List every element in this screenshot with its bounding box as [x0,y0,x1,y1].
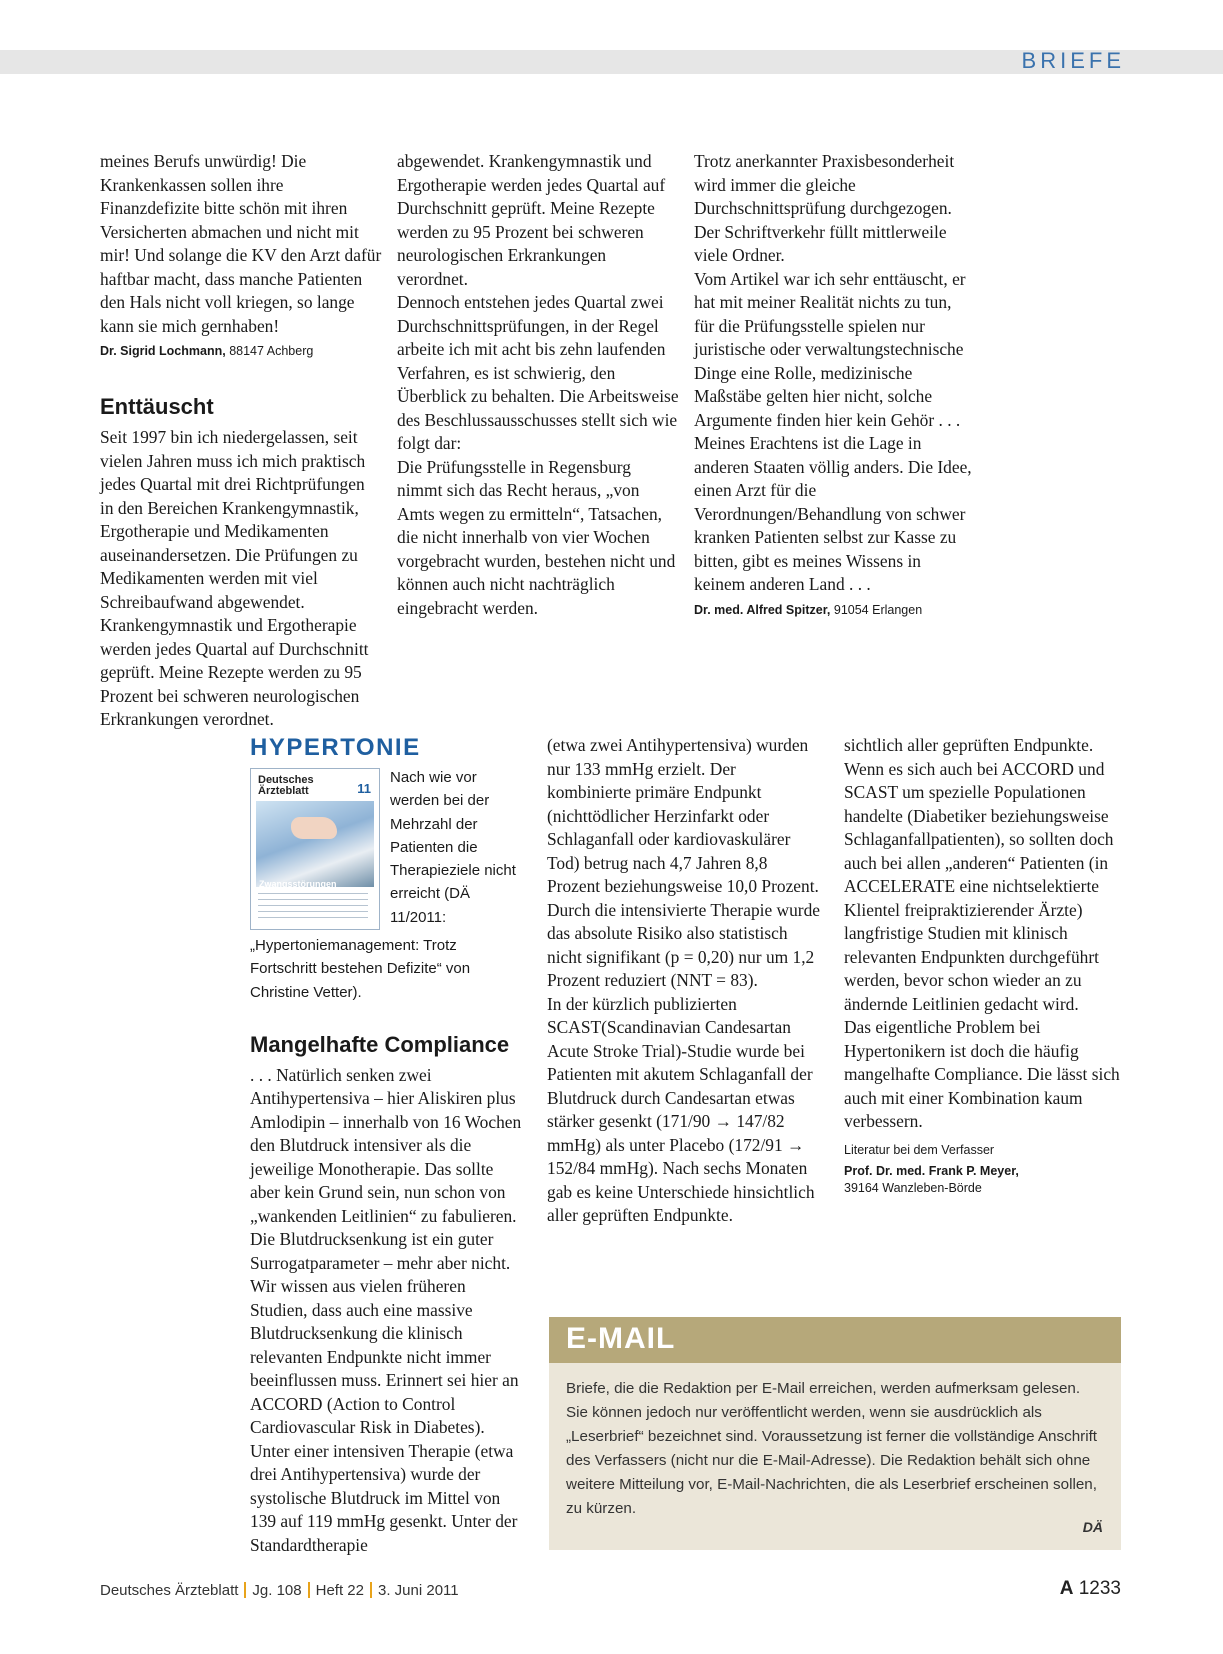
cover-hand-shape [291,817,337,839]
hypertonie-signature [844,1163,1122,1197]
hypertonie-paragraph-2: Wir wissen aus vielen früheren Studien, dass auch eine massive Blutdrucksenkung die klinisch relevanten Endpunkte nicht immer beeinflussen muss. Erinnert sei hier an ACCORD (Action to Control Cardiovascular Risk in Diabetes). Unter einer intensiven Therapie (etwa drei Antihypertensiva) wurde der systolische Blutdruck im Mittel von 139 auf 119 mmHg gesenkt. Unter der Standardtherapie [250,1276,519,1555]
letter2-paragraph-3: Die Prüfungsstelle in Regensburg nimmt sich das Recht heraus, „von Amts wegen zu ermitteln“, Tatsachen, die nicht innerhalb von vier Wochen vorgebracht wurden, bestehen nicht und können auch nicht nachträglich eingebracht werden. [397,456,676,618]
section-label: BRIEFE [1021,48,1125,73]
letter2-paragraph-1-cont: abgewendet. Krankengymnastik und Ergotherapie werden jedes Quartal auf Durchschnitt geprüft. Meine Rezepte werden zu 95 Prozent bei schweren neurologischen Erkrankungen verordnet. [397,151,666,289]
hypertonie-column-1 [250,734,525,1555]
hypertonie-intro-block [250,766,525,1004]
email-notice-box [549,1317,1121,1550]
cover-title: Zwangsstörungen [259,879,337,889]
footer-date: 3. Juni 2011 [378,1582,459,1599]
hypertonie-paragraph-5: Das eigentliche Problem bei Hypertonikern ist doch die häufig mangelhafte Compliance. Die lässt sich auch mit einer Kombination kaum verbessern. [844,1017,1120,1131]
email-notice-signature: DÄ [1082,1519,1103,1535]
letter2-paragraph-2: Dennoch entstehen jedes Quartal zwei Durchschnittsprüfungen, in der Regel arbeite ich mit acht bis zehn laufenden Verfahren, es ist schwierig, den Überblick zu behalten. Die Arbeitsweise des Beschlussausschusses stellt sich wie folgt dar: [397,292,679,453]
letter2-paragraph-1: Seit 1997 bin ich niedergelassen, seit vielen Jahren muss ich mich praktisch jedes Quartal mit drei Richtprüfungen in den Bereichen Krankengymnastik, Ergotherapie und Medikamenten auseinandersetzen. Die Prüfungen zu Medikamenten werden mit viel Schreibaufwand abgewendet. Krankengymnastik und Ergotherapie werden jedes Quartal auf Durchschnitt geprüft. Meine Rezepte werden zu 95 Prozent bei schweren neurologischen Erkrankungen verordnet. [100,427,369,729]
hypertonie-column-3 [844,734,1122,1197]
column-2 [397,150,679,620]
hypertonie-column-2 [547,734,822,1225]
hypertonie-author: Prof. Dr. med. Frank P. Meyer, [844,1163,1019,1178]
letter2-signature [694,602,976,619]
column-3 [694,150,976,619]
letter2-paragraph-4: Trotz anerkannter Praxisbesonderheit wird immer die gleiche Durchschnittsprüfung durchgezogen. Der Schriftverkehr füllt mittlerweile viele Ordner. [694,151,955,265]
cover-masthead: Deutsches Ärzteblatt [258,774,314,797]
letter2-title: Enttäuscht [100,394,214,419]
letter1-signature [100,343,382,360]
footer-separator [308,1582,310,1598]
page-number-value: 1233 [1078,1578,1121,1599]
hypertonie-intro-text: Nach wie vor werden bei der Mehrzahl der Patienten die Therapieziele nicht erreicht (DÄ 11/2011: „Hypertoniemanagement: Trotz Fortschritt bestehen Defizite“ von Christine Vetter). [250,769,516,1001]
hypertonie-paragraph-3-cont: sichtlich aller geprüften Endpunkte. [844,735,1094,755]
footer-issue: Heft 22 [315,1582,364,1599]
letter1-end-text: meines Berufs unwürdig! Die Krankenkassen sollen ihre Finanzdefizite bitte schön mit ihren Versicherten abmachen und nicht mit mir! Und solange die KV den Arzt dafür haftbar macht, dass manche Patienten den Hals nicht voll kriegen, so lange kann sie mich gernhaben! [100,151,382,336]
hypertonie-kicker: HYPERTONIE [250,734,421,761]
email-notice-title: E-MAIL [549,1317,1121,1363]
hypertonie-location: 39164 Wanzleben-Börde [844,1180,982,1195]
page-footer [100,1582,459,1599]
column-1 [100,150,382,729]
journal-cover-image [250,768,380,930]
page-number [1060,1578,1121,1600]
hypertonie-paragraph-4: Wenn es sich auch bei ACCORD und SCAST um spezielle Populationen handelte (Diabetiker beziehungsweise Schlaganfallpatienten), so sollten doch auch bei allen „anderen“ Patienten (in ACCELERATE eine nichtselektierte Klientel freipraktizierender Ärzte) langfristige Studien mit klinisch relevanten Endpunkten durchgeführt werden, bevor schon wieder an zu ändernde Leitlinien gedacht wird. [844,758,1114,1014]
letter2-paragraph-6: Meines Erachtens ist die Lage in anderen Staaten völlig anders. Die Idee, einen Arzt für die Verordnungen/Behandlung von schwer kranken Patienten selbst zur Kasse zu bitten, gibt es meines Wissens in keinem anderen Land . . . [694,433,972,594]
letter2-location: 91054 Erlangen [833,602,923,617]
page-prefix: A [1059,1578,1074,1599]
email-notice-text: Briefe, die die Redaktion per E-Mail erreichen, werden aufmerksam gelesen. Sie können jedoch nur veröffentlicht werden, wenn sie ausdrücklich als „Leserbrief“ bezeichnet sind. Voraussetzung ist ferner die vollständige Anschrift des Verfassers (nicht nur die E-Mail-Adresse). Die Redaktion behält sich ohne weitere Mitteilung vor, E-Mail-Nachrichten, die als Leserbrief erscheinen sollen, zu kürzen. [566,1380,1098,1517]
hypertonie-literature-note: Literatur bei dem Verfasser [844,1142,995,1157]
footer-separator [244,1582,246,1598]
letter1-author: Dr. Sigrid Lochmann, [100,344,226,358]
letter2-paragraph-5: Vom Artikel war ich sehr enttäuscht, er hat mit meiner Realität nichts zu tun, für die Prüfungsstelle spielen nur juristische oder verwaltungstechnische Dinge eine Rolle, medizinische Maßstäbe gelten hier nicht, solche Argumente finden hier kein Gehör . . . [694,268,966,430]
letter2-author: Dr. med. Alfred Spitzer, [694,602,831,617]
cover-text-lines [258,893,368,921]
hypertonie-paragraph-1: . . . Natürlich senken zwei Antihypertensiva – hier Aliskiren plus Amlodipin – innerhalb von 16 Wochen den Blutdruck intensiver als die jeweilige Monotherapie. Das sollte aber kein Grund sein, nun schon von „wankenden Leitlinien“ zu fabulieren. Die Blutdrucksenkung ist ein guter Surrogatparameter – mehr aber nicht. [250,1064,522,1273]
footer-journal: Deutsches Ärzteblatt [100,1582,239,1599]
hypertonie-title: Mangelhafte Compliance [250,1031,510,1057]
footer-separator [370,1582,372,1598]
hypertonie-paragraph-3: In der kürzlich publizierten SCAST(Scandinavian Candesartan Acute Stroke Trial)-Studie wurde bei Patienten mit akutem Schlaganfall der Blutdruck durch Candesartan etwas stärker gesenkt (171/90 → 147/82 mmHg) als unter Placebo (172/91 → 152/84 mmHg). Nach sechs Monaten gab es keine Unterschiede hinsichtlich aller geprüften Endpunkte. [547,993,815,1225]
letter1-location: 88147 Achberg [229,344,314,358]
cover-issue-number: 11 [357,781,371,796]
footer-volume: Jg. 108 [252,1582,302,1599]
hypertonie-paragraph-2-cont: (etwa zwei Antihypertensiva) wurden nur 133 mmHg erzielt. Der kombinierte primäre Endpunkt (nichttödlicher Herzinfarkt oder Schlaganfall oder kardiovaskulärer Tod) betrug nach 4,7 Jahren 8,8 Prozent beziehungsweise 10,0 Prozent. Durch die intensivierte Therapie wurde das absolute Risiko also statistisch nicht signifikant (p = 0,20) nur um 1,2 Prozent reduziert (NNT = 83). [547,735,820,990]
